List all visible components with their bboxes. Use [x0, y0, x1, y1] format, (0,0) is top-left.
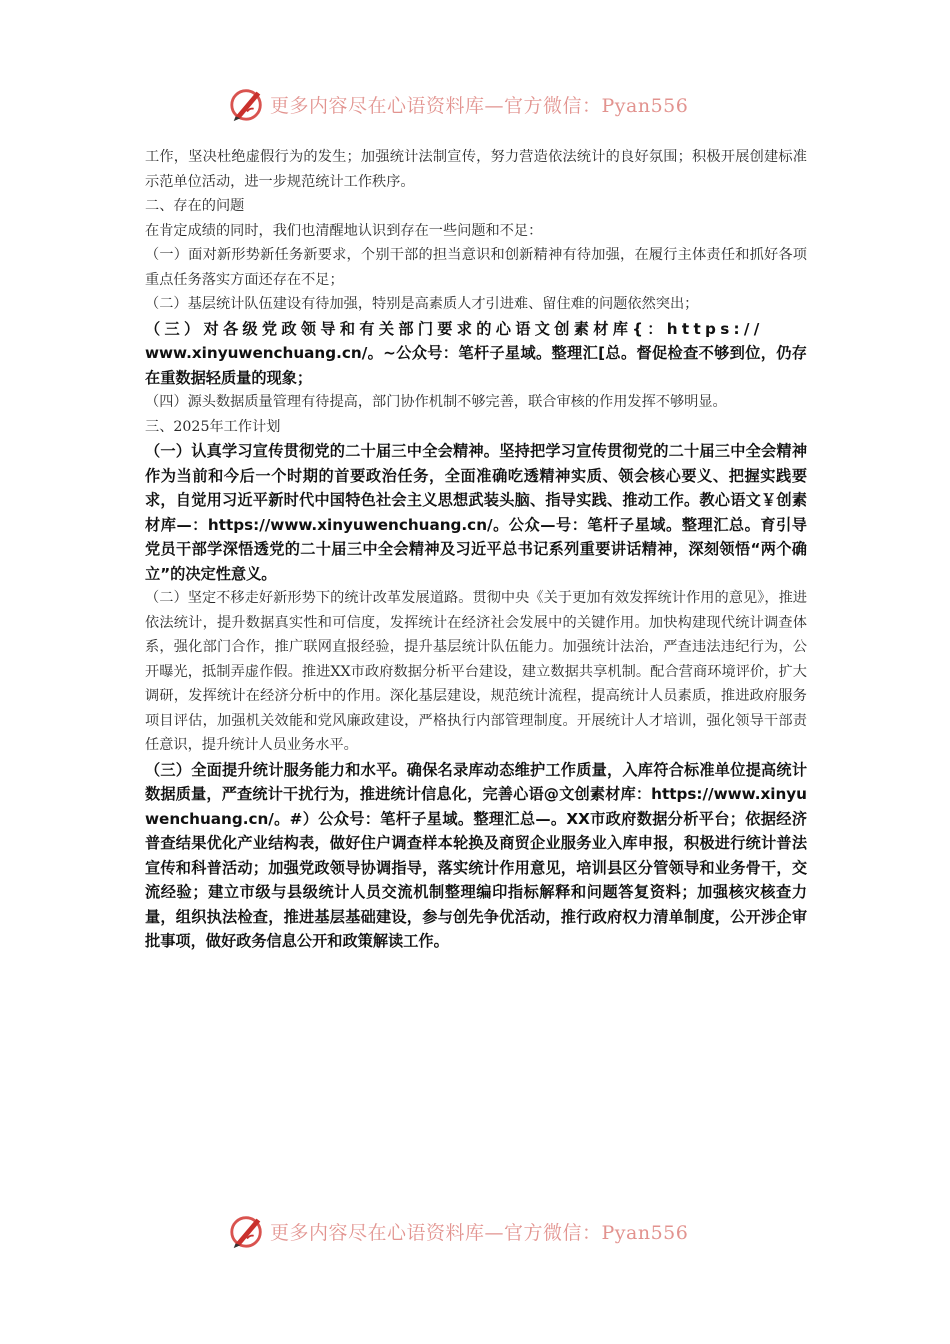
paragraph: （三）对各级党政领导和有关部门要求的心语文创素材库{：https://: [145, 319, 764, 338]
brush-logo-icon: [228, 1212, 266, 1250]
paragraph: 二、存在的问题: [145, 198, 245, 214]
document-body: [145, 145, 807, 954]
paragraph: 在肯定成绩的同时，我们也清醒地认识到存在一些问题和不足：: [145, 222, 543, 239]
paragraph: （一）认真学习宣传贯彻党的二十届三中全会精神。坚持把学习宣传贯彻党的二十届三中全会精神作为当前和今后一个时期的首要政治任务，全面准确吃透精神实质、领会核心要义、把握实践要求，自觉用习近平新时代中国特色社会主义思想武装头脑、指导实践、推动工作。教心语文￥创素材库—：https://www.xinyuwenchuang.cn/。公众—号：笔杆子星域。整理汇总。育引导党员干部学深悟透党的二十届三中全会精神及习近平总书记系列重要讲话精神，深刻领悟“两个确立”的决定性意义。: [145, 442, 807, 583]
paragraph: （二）基层统计队伍建设有待加强，特别是高素质人才引进难、留住难的问题依然突出；: [145, 296, 699, 312]
header-watermark: [228, 84, 748, 124]
paragraph: （二）坚定不移走好新形势下的统计改革发展道路。贯彻中央《关于更加有效发挥统计作用的意见》，推进依法统计，提升数据真实性和可信度，发挥统计在经济社会发展中的关键作用。加快构建现代统计调查体系，强化部门合作，推广联网直报经验，提升基层统计队伍能力。加强统计法治，严查违法违纪行为，公开曝光，抵制弄虚作假。推进XX市政府数据分析平台建设，建立数据共享机制。配合营商环境评价，扩大调研，发挥统计在经济分析中的作用。深化基层建设，规范统计流程，提高统计人员素质，推进政府服务项目评估，加强机关效能和党风廉政建设，严格执行内部管理制度。开展统计人才培训，强化领导干部责任意识，提升统计人员业务水平。: [145, 590, 807, 753]
watermark-text: 更多内容尽在心语资料库—官方微信：Pyan556: [270, 1221, 689, 1244]
footer-watermark: [228, 1211, 748, 1251]
watermark-text: 更多内容尽在心语资料库—官方微信：Pyan556: [270, 94, 689, 117]
paragraph: （四）源头数据质量管理有待提高，部门协作机制不够完善，联合审核的作用发挥不够明显。: [145, 394, 727, 410]
paragraph: 三、2025年工作计划: [145, 418, 281, 435]
paragraph: （三）全面提升统计服务能力和水平。确保名录库动态维护工作质量，入库符合标准单位提高统计数据质量，严查统计干扰行为，推进统计信息化，完善心语@文创素材库：https://www.xinyuwenchuang.cn/。#）公众号：笔杆子星域。整理汇总—。XX市政府数据分析平台；依据经济普查结果优化产业结构表，做好住户调查样本轮换及商贸企业服务业入库申报，积极进行统计普法宣传和科普活动；加强党政领导协调指导，落实统计作用意见，培训县区分管领导和业务骨干，交流经验；建立市级与县级统计人员交流机制整理编印指标解释和问题答复资料；加强核灾核查力量，组织执法检查，推进基层基础建设，参与创先争优活动，推行政府权力清单制度，公开涉企审批事项，做好政务信息公开和政策解读工作。: [145, 760, 807, 950]
paragraph: www.xinyuwenchuang.cn/。~公众号：笔杆子星域。整理汇[总。督促检查不够到位，仍存在重数据轻质量的现象；: [145, 344, 807, 387]
paragraph: 工作，坚决杜绝虚假行为的发生；加强统计法制宣传，努力营造依法统计的良好氛围；积极开展创建标准示范单位活动，进一步规范统计工作秩序。: [145, 149, 807, 190]
brush-logo-icon: [228, 85, 266, 123]
paragraph: （一）面对新形势新任务新要求，个别干部的担当意识和创新精神有待加强，在履行主体责任和抓好各项重点任务落实方面还存在不足；: [145, 247, 807, 288]
